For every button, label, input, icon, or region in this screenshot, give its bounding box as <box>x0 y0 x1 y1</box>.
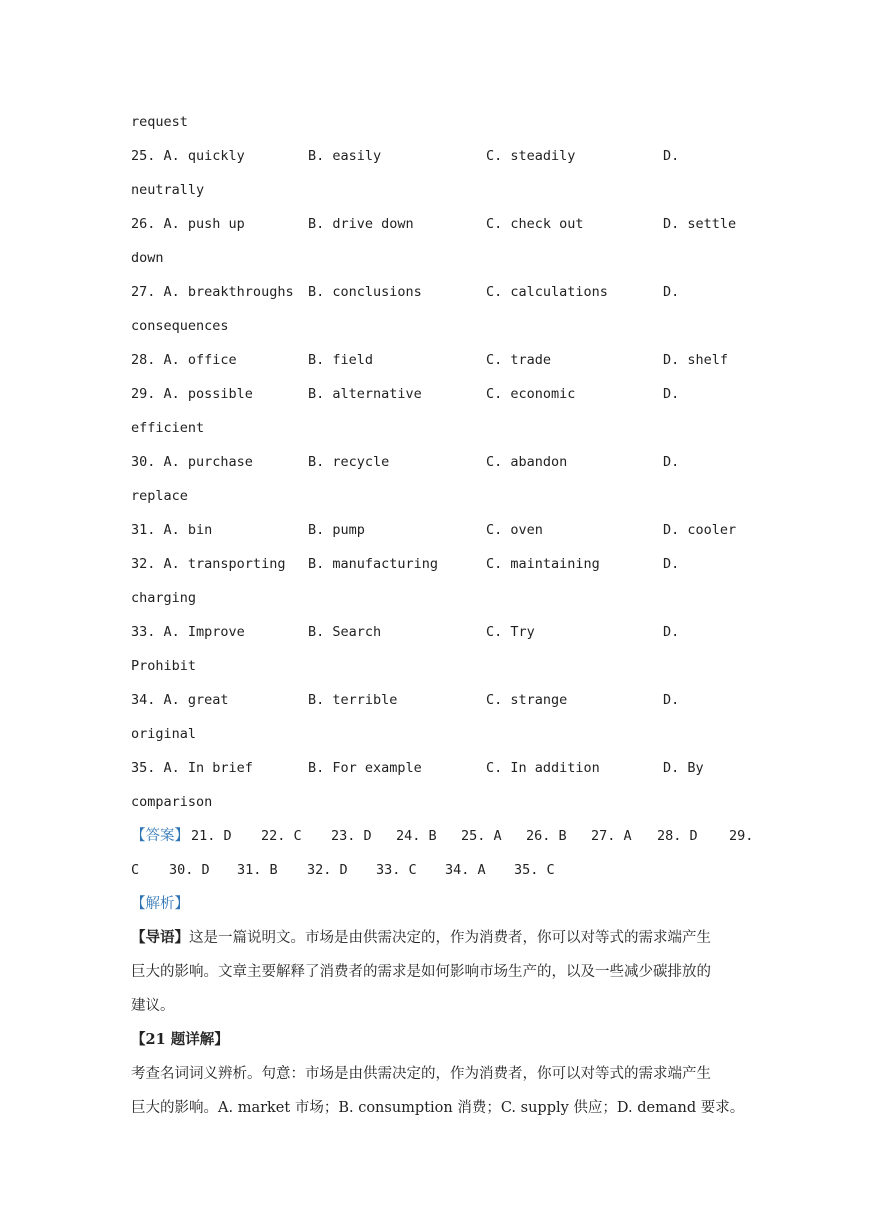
answer-item: 30. D <box>169 862 210 878</box>
question-row <box>131 380 741 414</box>
analysis-label: 【解析】 <box>131 896 189 912</box>
option-text: A. office <box>163 352 237 368</box>
option-text: A. push up <box>163 216 245 232</box>
answer-item: C <box>131 862 140 878</box>
option-b: B. conclusions <box>308 284 422 300</box>
intro-label: 【导语】 <box>131 929 189 946</box>
answer-item: 31. B <box>237 862 278 878</box>
option-b: B. terrible <box>308 692 398 708</box>
option-a <box>131 754 253 782</box>
option-d: D. <box>663 692 680 708</box>
option-c: C. steadily <box>486 148 576 164</box>
question-row <box>131 210 741 244</box>
detail-text: 巨大的影响。A. market 市场；B. consumption 消费；C. supply 供应；D. demand 要求。 <box>131 1100 745 1116</box>
intro-line-1 <box>131 924 741 958</box>
option-b: B. field <box>308 352 374 368</box>
detail-label: 【21 题详解】 <box>131 1031 229 1048</box>
option-c: C. abandon <box>486 454 568 470</box>
answer-item: 24. B <box>396 828 437 844</box>
detail-line-1 <box>131 1060 741 1094</box>
answer-label: 【答案】 <box>131 828 189 844</box>
question-row <box>131 618 741 652</box>
option-d-continuation: charging <box>131 590 197 606</box>
option-text: A. bin <box>163 522 213 538</box>
answer-item: 28. D <box>657 828 698 844</box>
option-c: C. trade <box>486 352 552 368</box>
question-number: 29. <box>131 386 156 402</box>
option-a <box>131 278 294 306</box>
option-c: C. calculations <box>486 284 608 300</box>
option-b: B. pump <box>308 522 365 538</box>
option-b: B. easily <box>308 148 382 164</box>
option-d: D. cooler <box>663 522 737 538</box>
option-d-continuation: Prohibit <box>131 658 197 674</box>
detail-heading <box>131 1026 741 1060</box>
intro-text: 建议。 <box>131 998 175 1014</box>
option-a <box>131 142 245 170</box>
option-text: A. Improve <box>163 624 245 640</box>
option-d: D. <box>663 624 680 640</box>
option-c: C. oven <box>486 522 543 538</box>
answer-line-1 <box>131 822 754 856</box>
option-c: C. In addition <box>486 760 600 776</box>
question-number: 25. <box>131 148 156 164</box>
lead-fragment <box>131 108 741 142</box>
question-number: 33. <box>131 624 156 640</box>
option-b: B. drive down <box>308 216 414 232</box>
question-row <box>131 142 741 176</box>
option-a <box>131 516 212 544</box>
analysis-heading <box>131 890 741 924</box>
question-number: 30. <box>131 454 156 470</box>
option-c: C. check out <box>486 216 584 232</box>
answer-item: 35. C <box>514 862 555 878</box>
option-d: D. <box>663 386 680 402</box>
option-d-continuation: replace <box>131 488 188 504</box>
question-number: 32. <box>131 556 156 572</box>
question-number: 34. <box>131 692 156 708</box>
option-text: A. possible <box>163 386 253 402</box>
option-c: C. Try <box>486 624 535 640</box>
option-c: C. maintaining <box>486 556 600 572</box>
option-c: C. strange <box>486 692 568 708</box>
document-page <box>131 108 754 1128</box>
question-number: 27. <box>131 284 156 300</box>
question-row <box>131 346 741 380</box>
answer-item: 29. <box>729 828 754 844</box>
option-b: B. Search <box>308 624 382 640</box>
option-a <box>131 210 245 238</box>
question-row <box>131 754 741 788</box>
option-a <box>131 448 253 476</box>
intro-text: 巨大的影响。文章主要解释了消费者的需求是如何影响市场生产的，以及一些减少碳排放的 <box>131 964 711 980</box>
option-d: D. settle <box>663 216 737 232</box>
option-text: A. purchase <box>163 454 253 470</box>
answer-item: 26. B <box>526 828 567 844</box>
answer-item: 22. C <box>261 828 302 844</box>
answer-item: 21. D <box>191 828 232 844</box>
option-d: D. shelf <box>663 352 729 368</box>
detail-text: 考查名词词义辨析。句意：市场是由供需决定的，作为消费者，你可以对等式的需求端产生 <box>131 1066 711 1082</box>
option-d-continuation: comparison <box>131 794 213 810</box>
question-number: 28. <box>131 352 156 368</box>
option-c: C. economic <box>486 386 576 402</box>
option-d: D. <box>663 284 680 300</box>
option-b: B. alternative <box>308 386 422 402</box>
answer-item: 23. D <box>331 828 372 844</box>
answer-item: 33. C <box>376 862 417 878</box>
answer-line-2 <box>131 856 741 890</box>
question-row <box>131 686 741 720</box>
answer-item: 32. D <box>307 862 348 878</box>
option-a <box>131 618 245 646</box>
option-d-continuation: neutrally <box>131 182 205 198</box>
option-d: D. <box>663 556 680 572</box>
intro-paragraph <box>131 924 741 1026</box>
option-a <box>131 550 285 578</box>
question-number: 31. <box>131 522 156 538</box>
option-d-continuation: original <box>131 726 197 742</box>
option-d-continuation: consequences <box>131 318 229 334</box>
option-d-continuation: efficient <box>131 420 205 436</box>
option-text: A. In brief <box>163 760 253 776</box>
option-text: A. quickly <box>163 148 245 164</box>
option-text: A. breakthroughs <box>163 284 294 300</box>
answer-item: 25. A <box>461 828 502 844</box>
detail-line-2 <box>131 1094 745 1128</box>
intro-line-3 <box>131 992 741 1026</box>
intro-text: 这是一篇说明文。市场是由供需决定的，作为消费者，你可以对等式的需求端产生 <box>189 930 711 946</box>
detail-paragraph <box>131 1026 745 1128</box>
question-list <box>131 142 741 822</box>
answer-item: 27. A <box>591 828 632 844</box>
option-text: A. great <box>163 692 229 708</box>
option-d: D. <box>663 454 680 470</box>
option-text: A. transporting <box>163 556 286 572</box>
option-b: B. For example <box>308 760 422 776</box>
question-row <box>131 516 741 550</box>
answer-item: 34. A <box>445 862 486 878</box>
option-d-continuation: down <box>131 250 164 266</box>
intro-line-2 <box>131 958 741 992</box>
option-b: B. recycle <box>308 454 390 470</box>
question-row <box>131 550 741 584</box>
option-a <box>131 686 229 714</box>
option-d: D. <box>663 148 680 164</box>
lead-fragment-text: request <box>131 114 188 130</box>
option-b: B. manufacturing <box>308 556 439 572</box>
question-number: 35. <box>131 760 156 776</box>
question-number: 26. <box>131 216 156 232</box>
option-a <box>131 346 237 374</box>
question-row <box>131 278 741 312</box>
option-d: D. By <box>663 760 704 776</box>
option-a <box>131 380 253 408</box>
question-row <box>131 448 741 482</box>
